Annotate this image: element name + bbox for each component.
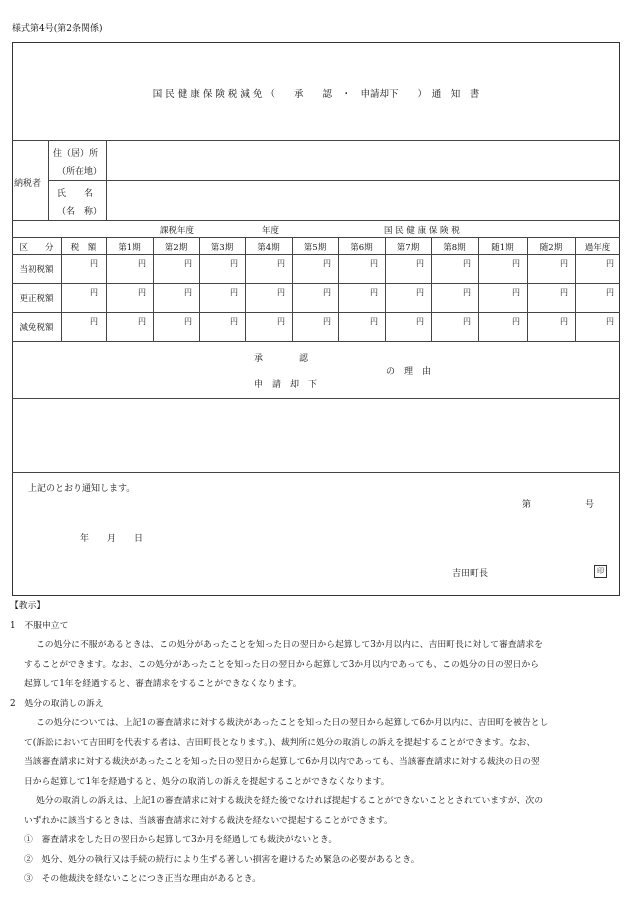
condition-item: ① 審査請求をした日の翌日から起算して3か月を経過しても裁決がないとき。 [24,835,338,845]
yen-unit: 円 [277,288,285,297]
name-sub-label: （名 称） [57,207,103,217]
form-label: 様式第4号(第2条関係) [12,24,103,34]
notice-text: 上記のとおり通知します。 [28,484,136,494]
condition-item: ③ その他裁決を経ないことにつき正当な理由があるとき。 [24,874,261,884]
yen-unit: 円 [230,288,238,297]
yen-unit: 円 [606,259,614,268]
section-1-text: することができます。なお、この処分があったことを知った日の翌日から起算して3か月以内であっても、この処分の日の翌日から [24,659,539,670]
yen-unit: 円 [323,259,331,268]
header-category: 区 分 [19,243,54,253]
name-label: 氏 名 [57,189,94,199]
header-period-6: 第6期 [350,243,373,253]
section-2-text: いずれかに該当するときは、当該審査請求に対する裁決を経ないで提起することができます。 [24,815,393,826]
yen-unit: 円 [463,259,471,268]
number-suffix: 号 [585,500,595,510]
yen-unit: 円 [90,259,98,268]
yen-unit: 円 [277,317,285,326]
header-period-1: 第1期 [118,243,141,253]
reject-label: 申 請 却 下 [254,380,318,390]
yen-unit: 円 [463,288,471,297]
yen-unit: 円 [416,317,424,326]
yen-unit: 円 [138,317,146,326]
section-2-text: 当該審査請求に対する裁決があったことを知った日の翌日から起算して6か月以内であっても、当該審査請求に対する裁決の日の翌 [24,757,540,767]
section-1-text: 起算して1年を経過すると、審査請求をすることができなくなります。 [24,679,302,689]
form-title: 国 民 健 康 保 険 税 減 免 （ 承 認 ・ 申請却下 ） 通 知 書 [152,89,480,100]
yen-unit: 円 [230,259,238,268]
section-2-title: 2 処分の取消しの訴え [10,698,104,709]
yen-unit: 円 [370,288,378,297]
number-prefix: 第 [522,500,532,510]
yen-unit: 円 [463,317,471,326]
yen-unit: 円 [512,288,520,297]
yen-unit: 円 [370,317,378,326]
section-2-text: 処分の取消しの訴えは、上記1の審査請求に対する裁決を経た後でなければ提起することができないこととされていますが、次の [36,796,544,806]
mayor-label: 吉田町長 [452,569,489,579]
row-label-reduction: 減免税額 [19,323,54,333]
header-period-4: 第4期 [257,243,280,253]
yen-unit: 円 [512,317,520,326]
yen-unit: 円 [184,317,192,326]
header-period-8: 第8期 [443,243,466,253]
yen-unit: 円 [184,259,192,268]
fiscal-year-label: 課税年度 [160,226,195,236]
yen-unit: 円 [606,288,614,297]
header-extra-2: 随2期 [539,243,563,253]
yen-unit: 円 [323,288,331,297]
section-1-title: 1 不服申立て [10,620,69,631]
header-period-2: 第2期 [164,243,188,253]
yen-unit: 円 [560,317,568,326]
header-tax-amount: 税 額 [70,243,97,253]
yen-unit: 円 [90,288,98,297]
yen-unit: 円 [184,288,192,297]
year-label: 年度 [262,226,280,236]
yen-unit: 円 [90,317,98,326]
taxpayer-label: 納税者 [14,179,42,189]
header-period-5: 第5期 [303,243,327,253]
notice-date: 年 月 日 [80,534,144,544]
instructions-heading: 【教示】 [10,601,46,611]
section-2-text: この処分については、上記1の審査請求に対する裁決があったことを知った日の翌日から起算して6か月以内に、吉田町を被告とし [36,718,549,728]
tax-type-label: 国 民 健 康 保 険 税 [384,226,460,236]
notice-form-frame [12,42,620,596]
yen-unit: 円 [416,259,424,268]
instructions-block [10,597,625,890]
yen-unit: 円 [370,259,378,268]
section-1-text: この処分に不服があるときは、この処分があったことを知った日の翌日から起算して3か月以内に、吉田町長に対して審査請求を [36,640,543,650]
yen-unit: 円 [512,259,520,268]
row-label-corrected: 更正税額 [19,294,54,304]
section-2-text: て(訴訟において吉田町を代表する者は、吉田町長となります。)、裁判所に処分の取消しの訴えを提起することができます。なお、 [24,737,536,748]
yen-unit: 円 [606,317,614,326]
yen-unit: 円 [416,288,424,297]
header-period-3: 第3期 [210,243,234,253]
yen-unit: 円 [138,259,146,268]
header-extra-1: 随1期 [491,243,514,253]
yen-unit: 円 [323,317,331,326]
approve-label: 承 認 [254,354,309,364]
condition-item: ② 処分、処分の執行又は手続の続行により生ずる著しい損害を避けるため緊急の必要があるとき。 [24,854,420,865]
yen-unit: 円 [560,259,568,268]
section-2-text: 日から起算して1年を経過すると、処分の取消しの訴えを提起することができなくなります。 [24,776,390,787]
row-label-initial: 当初税額 [19,265,54,275]
header-period-7: 第7期 [396,243,420,253]
address-label: 住（居）所 [53,149,99,159]
yen-unit: 円 [560,288,568,297]
seal-mark: 印 [594,565,607,578]
yen-unit: 円 [277,259,285,268]
header-prior-years: 過年度 [584,243,611,253]
yen-unit: 円 [138,288,146,297]
reason-label: の 理 由 [386,367,432,377]
yen-unit: 円 [230,317,238,326]
address-sub-label: （所在地） [57,167,103,177]
